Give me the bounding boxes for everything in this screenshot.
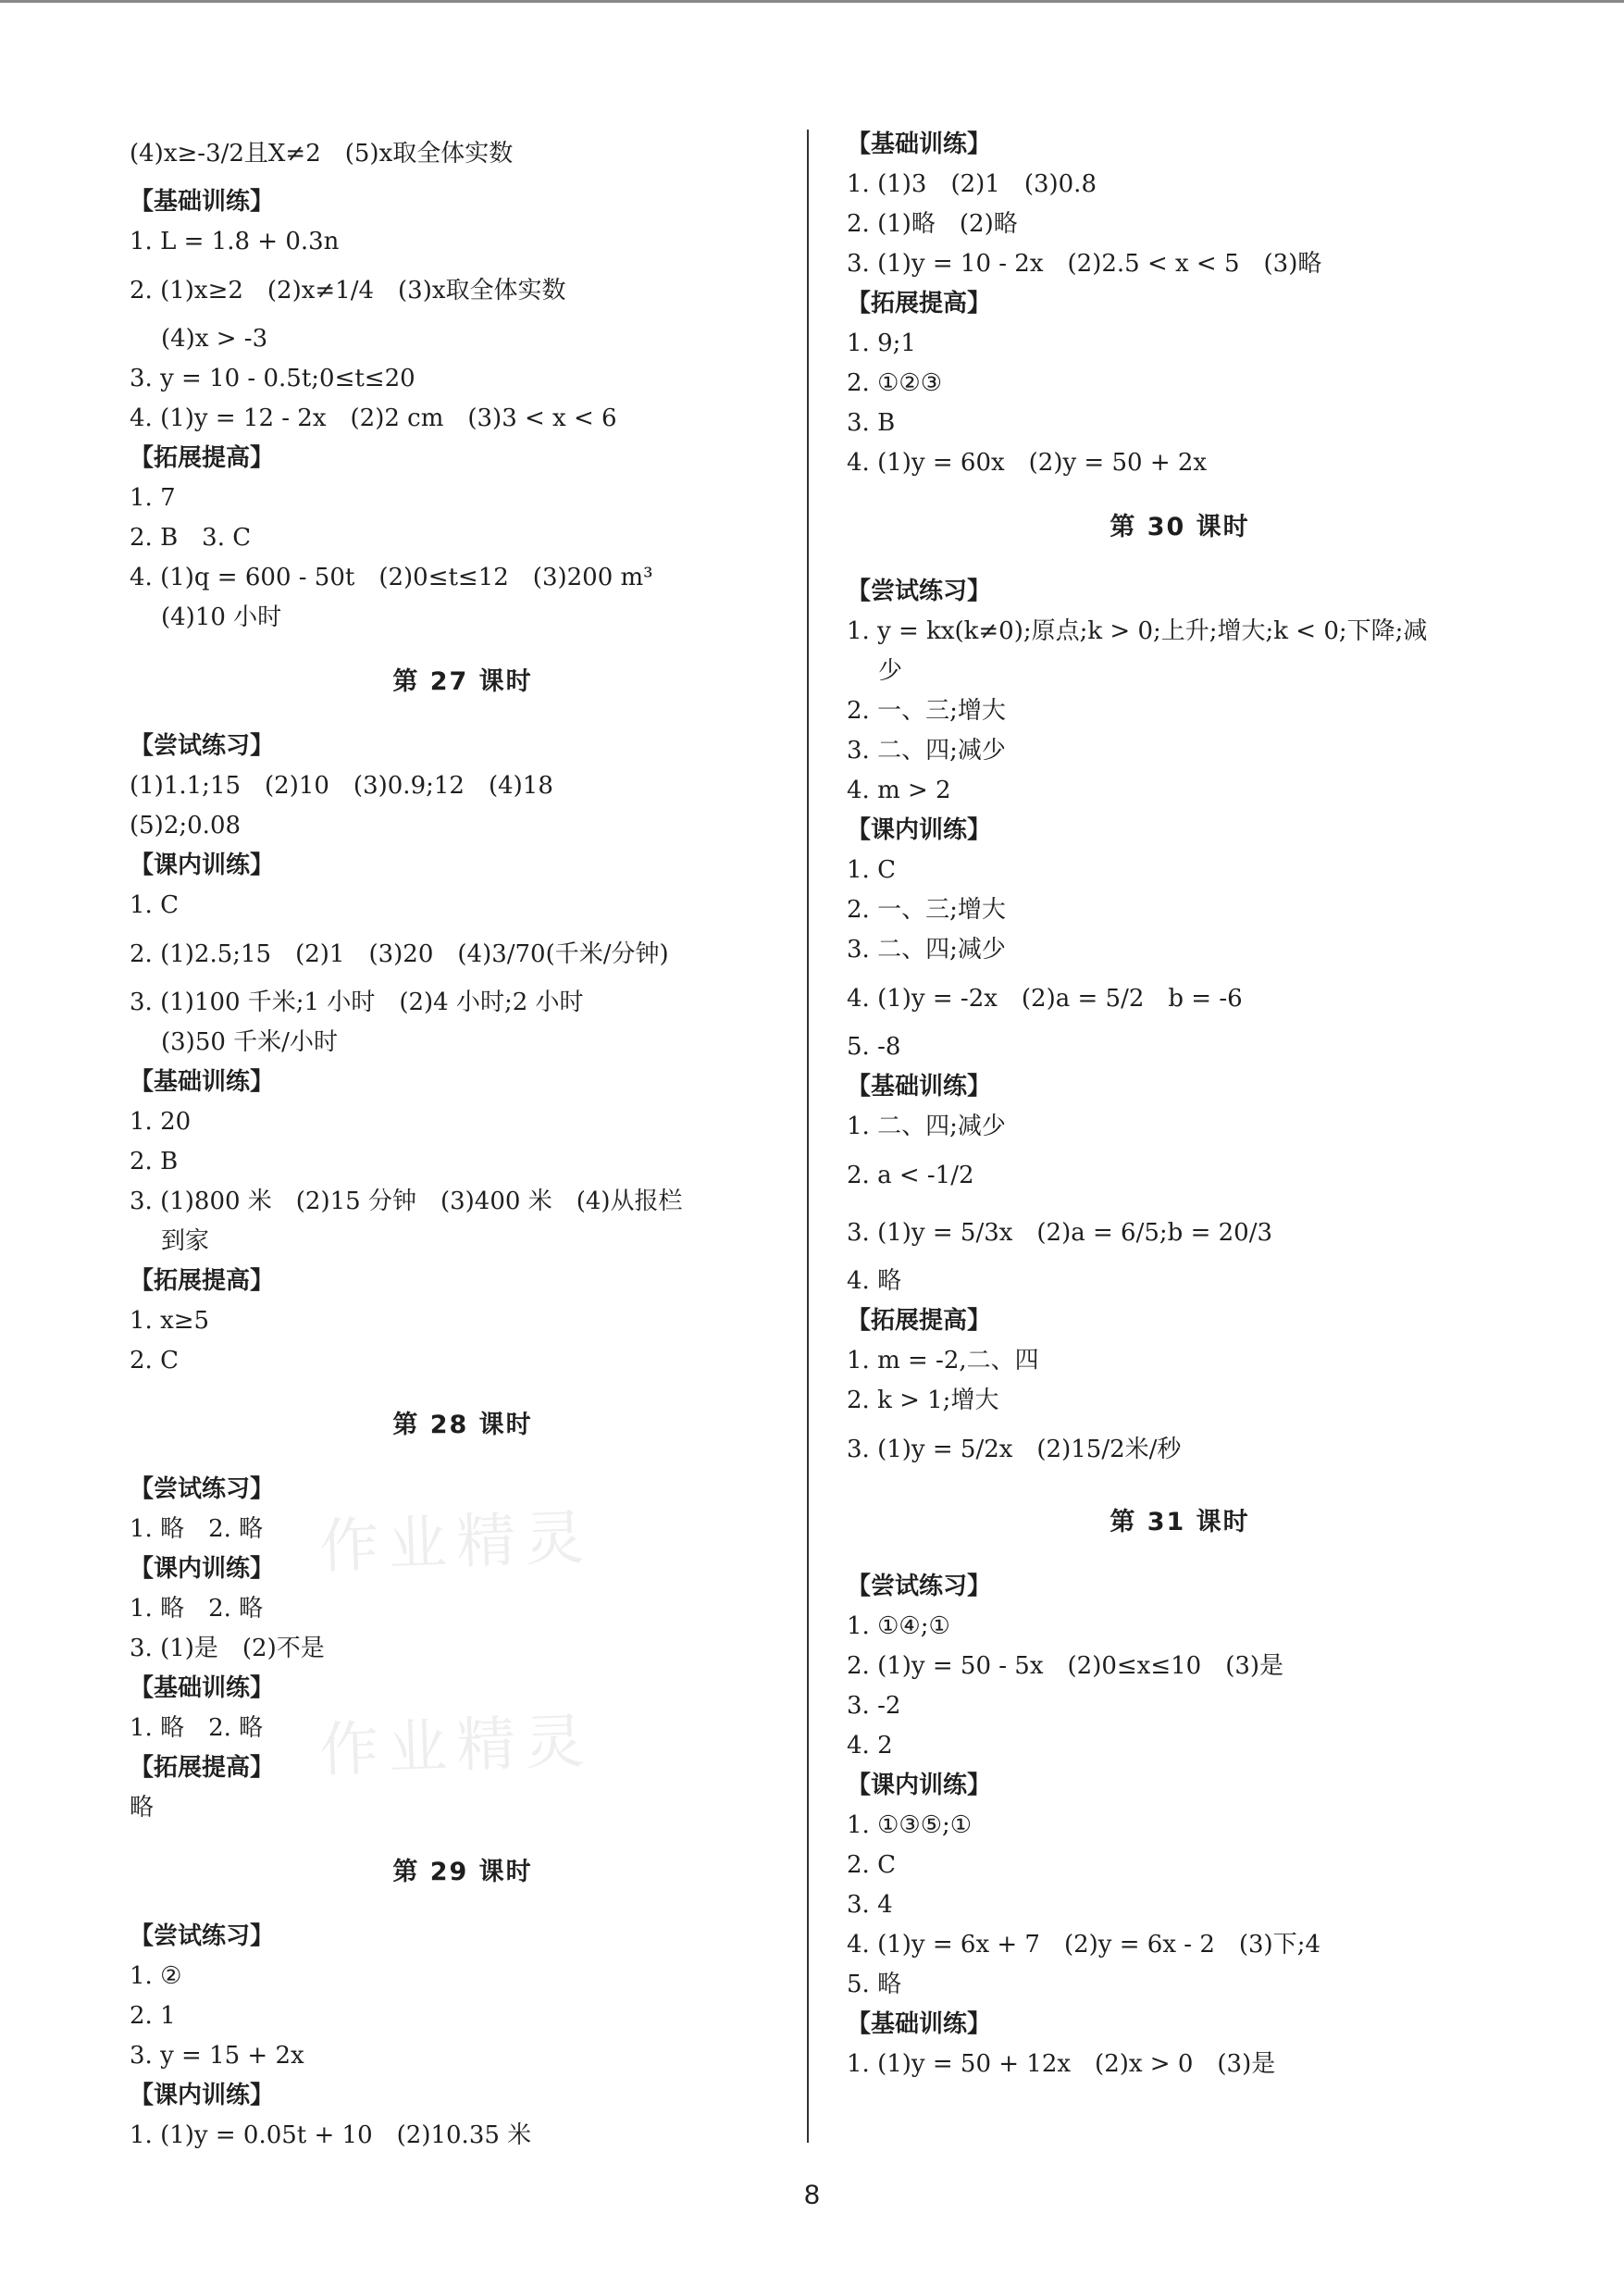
answer-line: 1. (1)y = 50 + 12x (2)x > 0 (3)是	[847, 2050, 1276, 2078]
answer-line: 1. C	[847, 856, 896, 884]
section-heading: 【课内训练】	[130, 1555, 275, 1583]
answer-line: (3)50 千米/小时	[161, 1028, 338, 1056]
answer-line: 2. (1)2.5;15 (2)1 (3)20 (4)3/70(千米/分钟)	[130, 940, 669, 968]
answer-line: 2. C	[130, 1347, 179, 1374]
lesson-title: 第 27 课时	[392, 667, 533, 696]
answer-line: (4)x≥-3/2且X≠2 (5)x取全体实数	[130, 140, 514, 168]
answer-line: 4. (1)y = 6x + 7 (2)y = 6x - 2 (3)下;4	[847, 1931, 1320, 1959]
answer-line: 2. 一、三;增大	[847, 697, 1006, 725]
answer-line: 4. 2	[847, 1732, 893, 1760]
answer-line: 2. 1	[130, 2002, 176, 2030]
answer-line: 2. k > 1;增大	[847, 1387, 999, 1414]
answer-line: 4. (1)y = -2x (2)a = 5/2 b = -6	[847, 985, 1243, 1013]
answer-line: 4. (1)q = 600 - 50t (2)0≤t≤12 (3)200 m³	[130, 564, 653, 591]
answer-line: 2. a < -1/2	[847, 1162, 974, 1189]
answer-line: 1. (1)y = 0.05t + 10 (2)10.35 米	[130, 2121, 532, 2149]
answer-line: 2. C	[847, 1851, 896, 1879]
answer-line: 1. 7	[130, 484, 176, 512]
answer-line: 1. 二、四;减少	[847, 1113, 1006, 1140]
answer-line: 3. (1)y = 5/3x (2)a = 6/5;b = 20/3	[847, 1219, 1273, 1247]
answer-line: 1. ①④;①	[847, 1612, 950, 1640]
section-heading: 【课内训练】	[130, 2082, 275, 2109]
answer-line: 1. y = kx(k≠0);原点;k > 0;上升;增大;k < 0;下降;减	[847, 617, 1428, 645]
answer-line: 3. (1)y = 5/2x (2)15/2米/秒	[847, 1436, 1182, 1463]
answer-line: 5. 略	[847, 1971, 902, 1998]
section-heading: 【尝试练习】	[847, 1573, 992, 1600]
answer-line: 3. (1)是 (2)不是	[130, 1635, 325, 1662]
top-border	[0, 0, 1624, 3]
answer-line: 5. -8	[847, 1033, 901, 1061]
section-heading: 【尝试练习】	[847, 578, 992, 605]
answer-line: 3. 4	[847, 1891, 893, 1919]
answer-line: 略	[130, 1794, 155, 1822]
page-number: 8	[804, 2180, 820, 2210]
section-heading: 【尝试练习】	[130, 1922, 275, 1950]
answer-line: 1. (1)3 (2)1 (3)0.8	[847, 170, 1097, 198]
answer-line: 1. L = 1.8 + 0.3n	[130, 228, 340, 255]
answer-line: 4. (1)y = 60x (2)y = 50 + 2x	[847, 449, 1208, 477]
section-heading: 【课内训练】	[130, 852, 275, 879]
section-heading: 【基础训练】	[130, 1674, 275, 1702]
answer-line: 3. 二、四;减少	[847, 936, 1006, 964]
section-heading: 【拓展提高】	[847, 1307, 992, 1335]
answer-line: 3. (1)y = 10 - 2x (2)2.5 < x < 5 (3)略	[847, 250, 1322, 278]
answer-line: 1. 略 2. 略	[130, 1714, 264, 1742]
answer-line: 少	[878, 657, 903, 685]
section-heading: 【课内训练】	[847, 816, 992, 844]
section-heading: 【基础训练】	[130, 188, 275, 216]
answer-line: 1. 20	[130, 1108, 192, 1136]
left-column	[130, 125, 796, 2156]
answer-line: 到家	[161, 1227, 210, 1255]
answer-line: (4)x > -3	[161, 325, 268, 353]
answer-line: 2. (1)y = 50 - 5x (2)0≤x≤10 (3)是	[847, 1652, 1284, 1680]
answer-line: 1. 9;1	[847, 330, 916, 357]
answer-line: 4. 略	[847, 1267, 902, 1295]
answer-line: 4. (1)y = 12 - 2x (2)2 cm (3)3 < x < 6	[130, 404, 617, 432]
section-heading: 【课内训练】	[847, 1772, 992, 1799]
section-heading: 【基础训练】	[847, 2010, 992, 2038]
answer-line: (4)10 小时	[161, 603, 282, 631]
answer-line: (1)1.1;15 (2)10 (3)0.9;12 (4)18	[130, 772, 553, 800]
answer-line: 3. y = 15 + 2x	[130, 2042, 304, 2070]
answer-line: 2. 一、三;增大	[847, 896, 1006, 924]
answer-line: (5)2;0.08	[130, 812, 242, 840]
section-heading: 【基础训练】	[130, 1068, 275, 1096]
section-heading: 【拓展提高】	[130, 1754, 275, 1782]
answer-line: 2. B 3. C	[130, 524, 252, 552]
section-heading: 【尝试练习】	[130, 1475, 275, 1503]
answer-line: 3. B	[847, 409, 896, 437]
lesson-title: 第 30 课时	[1110, 513, 1250, 541]
answer-line: 1. ①③⑤;①	[847, 1811, 973, 1839]
answer-line: 2. (1)略 (2)略	[847, 210, 1018, 238]
column-divider	[807, 130, 809, 2143]
answer-line: 2. B	[130, 1148, 179, 1175]
answer-line: 3. (1)800 米 (2)15 分钟 (3)400 米 (4)从报栏	[130, 1188, 683, 1215]
answer-line: 3. 二、四;减少	[847, 737, 1006, 765]
answer-line: 2. ①②③	[847, 369, 942, 397]
section-heading: 【基础训练】	[847, 1073, 992, 1101]
answer-line: 3. -2	[847, 1692, 901, 1720]
answer-line: 1. m = -2,二、四	[847, 1347, 1039, 1374]
answer-line: 4. m > 2	[847, 777, 951, 804]
answer-line: 1. C	[130, 891, 179, 919]
lesson-title: 第 28 课时	[392, 1411, 533, 1439]
lesson-title: 第 29 课时	[392, 1858, 533, 1886]
answer-line: 3. y = 10 - 0.5t;0≤t≤20	[130, 365, 415, 392]
answer-line: 1. 略 2. 略	[130, 1515, 264, 1543]
watermark: 作业精灵	[318, 1503, 595, 1583]
watermark: 作业精灵	[318, 1707, 595, 1786]
section-heading: 【基础训练】	[847, 131, 992, 158]
answer-line: 1. x≥5	[130, 1307, 210, 1335]
section-heading: 【拓展提高】	[847, 290, 992, 317]
answer-line: 2. (1)x≥2 (2)x≠1/4 (3)x取全体实数	[130, 277, 566, 305]
lesson-title: 第 31 课时	[1110, 1508, 1250, 1536]
right-column	[847, 125, 1513, 2084]
section-heading: 【尝试练习】	[130, 732, 275, 760]
answer-line: 1. ②	[130, 1962, 182, 1990]
answer-line: 1. 略 2. 略	[130, 1595, 264, 1623]
section-heading: 【拓展提高】	[130, 444, 275, 472]
answer-line: 3. (1)100 千米;1 小时 (2)4 小时;2 小时	[130, 989, 584, 1016]
section-heading: 【拓展提高】	[130, 1267, 275, 1295]
